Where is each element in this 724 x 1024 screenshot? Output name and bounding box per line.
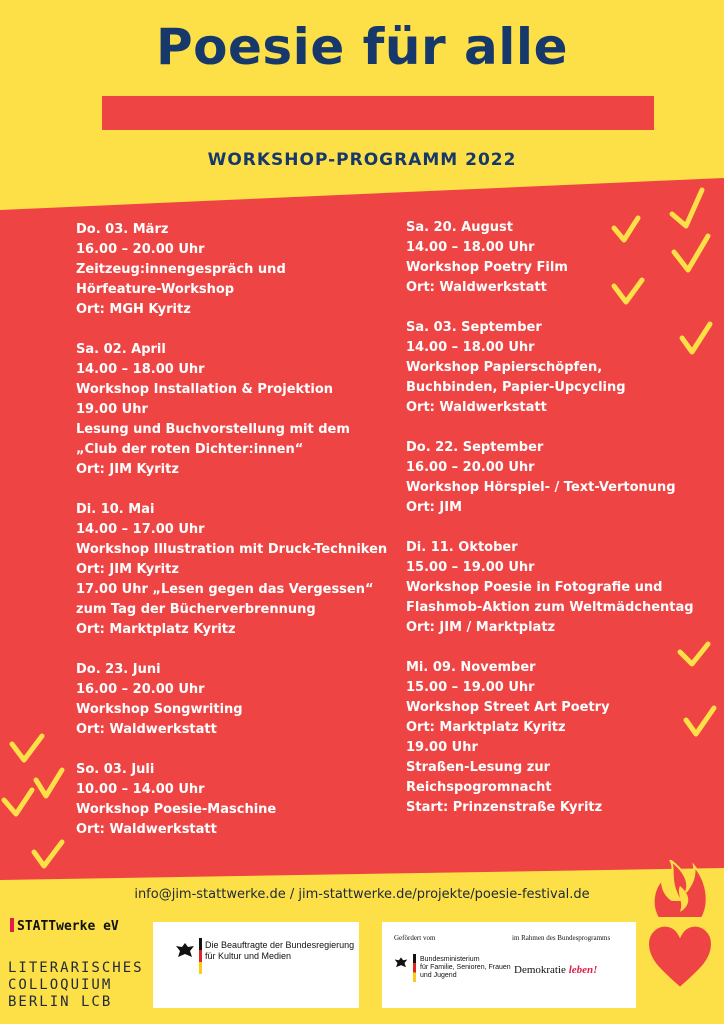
event-line: 16.00 – 20.00 Uhr	[76, 242, 205, 257]
eagle-icon	[394, 956, 408, 970]
bkm-logo-box	[153, 922, 359, 1008]
gefoerdert-label: Gefördert vom	[394, 934, 436, 942]
event-line: 17.00 Uhr „Lesen gegen das Vergessen“	[76, 582, 374, 597]
event-line: Ort: Marktplatz Kyritz	[406, 720, 566, 735]
event-line: Hörfeature-Workshop	[76, 282, 235, 297]
event-line: Workshop Street Art Poetry	[406, 700, 610, 715]
flag-stripe	[199, 938, 202, 974]
event-line: Ort: JIM / Marktplatz	[406, 620, 556, 635]
event-line: Lesung und Buchvorstellung mit dem	[76, 422, 350, 437]
flag-stripe	[413, 954, 416, 982]
event-line: 14.00 – 18.00 Uhr	[406, 240, 535, 255]
event-line: 14.00 – 18.00 Uhr	[406, 340, 535, 355]
event-line: Zeitzeug:innengespräch und	[76, 262, 286, 277]
event-line: Buchbinden, Papier-Upcycling	[406, 380, 626, 395]
event-line: Ort: Waldwerkstatt	[76, 722, 217, 737]
event-block	[406, 538, 716, 638]
bkm-text-line: Die Beauftragte der Bundesregierung	[205, 940, 355, 950]
event-date: Di. 10. Mai	[76, 502, 155, 517]
event-line: Ort: Marktplatz Kyritz	[76, 622, 236, 637]
events-left-column	[76, 220, 396, 860]
bkm-text-line: für Kultur und Medien	[205, 951, 292, 961]
event-line: Ort: JIM Kyritz	[76, 562, 179, 577]
event-line: Workshop Illustration mit Druck-Techniken	[76, 542, 388, 557]
poster-title: Poesie für alle	[156, 18, 568, 76]
event-line: Ort: JIM	[406, 500, 463, 515]
event-line: Ort: MGH Kyritz	[76, 302, 191, 317]
lcb-logo	[8, 960, 144, 1011]
demokratie-word: Demokratie	[514, 964, 566, 976]
event-line: Flashmob-Aktion zum Weltmädchentag	[406, 600, 694, 615]
event-date: So. 03. Juli	[76, 762, 155, 777]
event-block	[406, 658, 716, 818]
event-line: 14.00 – 17.00 Uhr	[76, 522, 205, 537]
bmfsfj-text	[420, 956, 511, 980]
title-underline-bar	[102, 96, 654, 130]
event-line: Ort: JIM Kyritz	[76, 462, 179, 477]
event-line: Workshop Songwriting	[76, 702, 243, 717]
event-line: Workshop Poesie in Fotografie und	[406, 580, 663, 595]
demokratie-leben-logo	[514, 964, 597, 976]
lcb-line: BERLIN LCB	[8, 994, 113, 1010]
bmfsfj-text-line: für Familie, Senioren, Frauen	[420, 964, 511, 971]
bkm-text	[205, 940, 354, 962]
event-line: Workshop Hörspiel- / Text-Vertonung	[406, 480, 676, 495]
event-date: Sa. 02. April	[76, 342, 166, 357]
event-line: Workshop Poetry Film	[406, 260, 568, 275]
logo-bar-icon	[10, 918, 14, 932]
bmfsfj-logo-box	[382, 922, 636, 1008]
bmfsfj-text-line: Bundesministerium	[420, 956, 480, 963]
event-date: Do. 23. Juni	[76, 662, 161, 677]
event-line: 19.00 Uhr	[406, 740, 478, 755]
event-date: Do. 22. September	[406, 440, 544, 455]
event-block	[406, 318, 716, 418]
event-date: Do. 03. März	[76, 222, 169, 237]
stattwerke-logo	[10, 918, 119, 934]
lcb-line: LITERARISCHES	[8, 960, 144, 976]
event-line: Ort: Waldwerkstatt	[406, 400, 547, 415]
event-block	[406, 218, 716, 298]
event-block	[76, 660, 396, 740]
contact-line: info@jim-stattwerke.de / jim-stattwerke.de/projekte/poesie-festival.de	[134, 887, 590, 902]
event-block	[76, 760, 396, 840]
eagle-icon	[175, 942, 195, 960]
flaming-heart-icon	[640, 860, 720, 990]
event-line: Workshop Installation & Projektion	[76, 382, 334, 397]
event-line: zum Tag der Bücherverbrennung	[76, 602, 316, 617]
leben-word: leben!	[568, 964, 598, 976]
event-line: Ort: Waldwerkstatt	[406, 280, 547, 295]
event-line: 15.00 – 19.00 Uhr	[406, 560, 535, 575]
stattwerke-logo-text: STATTwerke eV	[17, 919, 119, 934]
event-line: Ort: Waldwerkstatt	[76, 822, 217, 837]
event-line: Straßen-Lesung zur	[406, 760, 550, 775]
event-line: 16.00 – 20.00 Uhr	[406, 460, 535, 475]
event-line: Workshop Papierschöpfen,	[406, 360, 603, 375]
programm-label: im Rahmen des Bundesprogramms	[512, 934, 611, 942]
event-line: „Club der roten Dichter:innen“	[76, 442, 304, 457]
lcb-line: COLLOQUIUM	[8, 977, 113, 993]
event-line: 16.00 – 20.00 Uhr	[76, 682, 205, 697]
event-line: Start: Prinzenstraße Kyritz	[406, 800, 603, 815]
event-date: Di. 11. Oktober	[406, 540, 518, 555]
event-block	[76, 220, 396, 320]
bmfsfj-text-line: und Jugend	[420, 972, 457, 979]
event-line: Workshop Poesie-Maschine	[76, 802, 277, 817]
event-line: 14.00 – 18.00 Uhr	[76, 362, 205, 377]
event-block	[76, 340, 396, 480]
poster-subtitle: WORKSHOP-PROGRAMM 2022	[207, 150, 517, 170]
event-line: 10.00 – 14.00 Uhr	[76, 782, 205, 797]
event-date: Mi. 09. November	[406, 660, 536, 675]
event-date: Sa. 03. September	[406, 320, 542, 335]
event-line: 15.00 – 19.00 Uhr	[406, 680, 535, 695]
event-block	[406, 438, 716, 518]
event-line: 19.00 Uhr	[76, 402, 148, 417]
event-line: Reichspogromnacht	[406, 780, 552, 795]
event-block	[76, 500, 396, 640]
event-date: Sa. 20. August	[406, 220, 513, 235]
events-right-column	[406, 218, 716, 838]
